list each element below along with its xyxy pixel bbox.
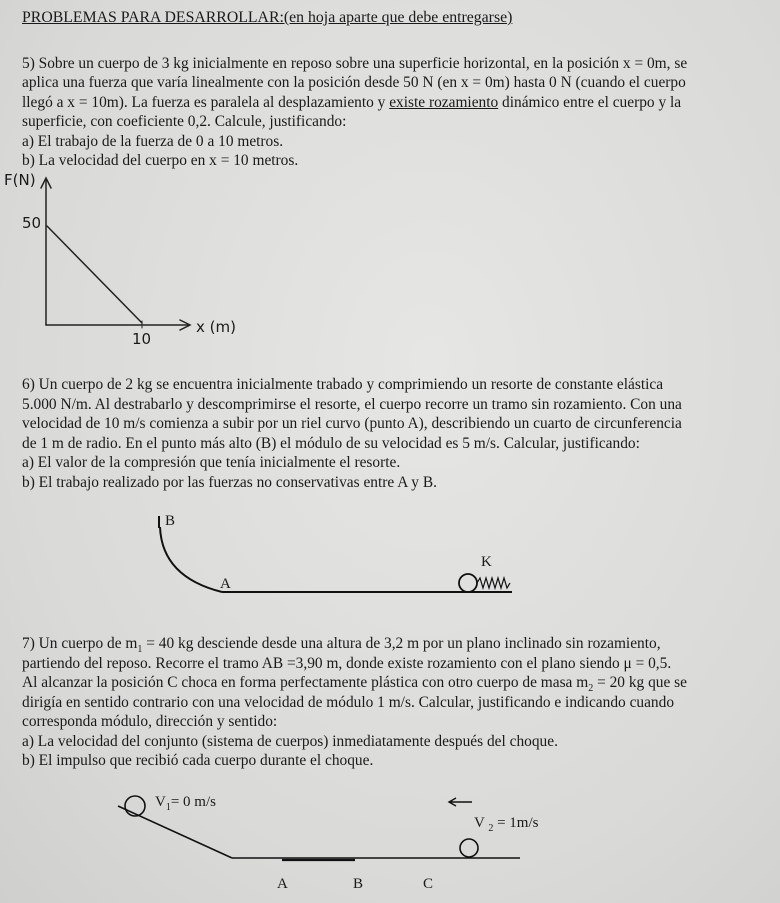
graph-x-value-label: 10 <box>132 330 152 348</box>
spring-k-label: K <box>481 554 492 570</box>
p7-line-2: partiendo del reposo. Recorre el tramo AB =3,90 m, donde existe rozamiento con el plano siendo μ = 0,5. <box>22 655 672 672</box>
p5-question-a: a) El trabajo de la fuerza de 0 a 10 metros. <box>22 133 284 150</box>
v2-label-pre: V <box>474 815 489 831</box>
v2-subscript: 2 <box>488 823 494 834</box>
p7-m2-subscript: 2 <box>588 683 594 695</box>
p7-line-1-post: = 40 kg desciende desde una altura de 3,2 m por un plano inclinado sin rozamiento, <box>142 635 661 652</box>
p5-line-2: aplica una fuerza que varía linealmente con la posición desde 50 N (en x = 0m) hasta 0 N (cuando el cuerpo <box>22 74 686 91</box>
spring-coil <box>477 578 510 588</box>
p7-line-5: corresponda módulo, dirección y sentido: <box>22 713 278 730</box>
p7-question-b: b) El impulso que recibió cada cuerpo durante el choque. <box>22 752 374 769</box>
graph-x-axis-label: x (m) <box>196 318 236 336</box>
p7-line-4: dirigía en sentido contrario con una velocidad de módulo 1 m/s. Calcular, justificando e indicando cuando <box>22 694 675 711</box>
page-title: PROBLEMAS PARA DESARROLLAR:(en hoja aparte que debe entregarse) <box>22 9 513 26</box>
point-b-label-p7: B <box>353 876 364 892</box>
graph-y-value-label: 50 <box>22 214 42 232</box>
p5-line-3-pre: llegó a x = 10m). La fuerza es paralela al desplazamiento y <box>22 94 390 111</box>
point-a-label-p7: A <box>277 876 288 892</box>
graph-y-arrow <box>41 178 51 188</box>
p6-line-3: velocidad de 10 m/s comienza a subir por un riel curvo (punto A), describiendo un cuarto de circunferencia <box>22 415 682 432</box>
p7-m1-subscript: 1 <box>137 644 143 656</box>
body-circle <box>459 574 477 592</box>
p5-underlined-text: existe rozamiento <box>389 94 499 111</box>
body-2-circle <box>460 839 478 857</box>
p6-line-1: 6) Un cuerpo de 2 kg se encuentra inicialmente trabado y comprimiendo un resorte de constante elástica <box>22 376 664 393</box>
graph-y-axis-label: F(N) <box>4 171 36 189</box>
curved-track <box>160 527 222 592</box>
graph-line <box>47 226 142 323</box>
p5-line-3-post: dinámico entre el cuerpo y la <box>498 94 682 111</box>
p7-question-a: a) La velocidad del conjunto (sistema de cuerpos) inmediatamente después del choque. <box>22 733 558 750</box>
v1-label-pre: V <box>155 794 166 810</box>
p7-line-1-pre: 7) Un cuerpo de m <box>22 635 138 652</box>
p5-line-1: 5) Sobre un cuerpo de 3 kg inicialmente en reposo sobre una superficie horizontal, en la posición x = 0m, se <box>22 55 688 72</box>
p6-line-2: 5.000 N/m. Al destrabarlo y descomprimirse el resorte, el cuerpo recorre un tramo sin rozamiento. Con una <box>22 396 682 413</box>
v1-label-post: = 0 m/s <box>170 794 216 810</box>
p5-line-4: superficie, con coeficiente 0,2. Calcule, justificando: <box>22 113 347 130</box>
v1-subscript: 1 <box>165 802 171 813</box>
p7-line-3-post: = 20 kg que se <box>593 674 687 691</box>
p6-question-b: b) El trabajo realizado por las fuerzas no conservativas entre A y B. <box>22 474 437 491</box>
p5-question-b: b) La velocidad del cuerpo en x = 10 metros. <box>22 152 299 169</box>
body-1-circle <box>125 796 145 816</box>
point-a-label: A <box>220 576 231 592</box>
inclined-plane <box>118 806 232 858</box>
p7-line-3-pre: Al alcanzar la posición C choca en forma perfectamente plástica con otro cuerpo de masa m <box>22 674 589 691</box>
v2-label <box>474 815 538 834</box>
graph-x-arrow <box>180 320 190 330</box>
p6-line-4: de 1 m de radio. En el punto más alto (B) el módulo de su velocidad es 5 m/s. Calcular, justificando: <box>22 435 640 452</box>
p5-line-3 <box>22 94 681 112</box>
point-b-label: B <box>165 513 176 529</box>
v2-label-post: = 1m/s <box>493 815 539 831</box>
p6-question-a: a) El valor de la compresión que tenía inicialmente el resorte. <box>22 454 401 471</box>
v1-label <box>155 794 216 813</box>
v2-arrow <box>449 798 472 806</box>
point-c-label-p7: C <box>423 876 434 892</box>
